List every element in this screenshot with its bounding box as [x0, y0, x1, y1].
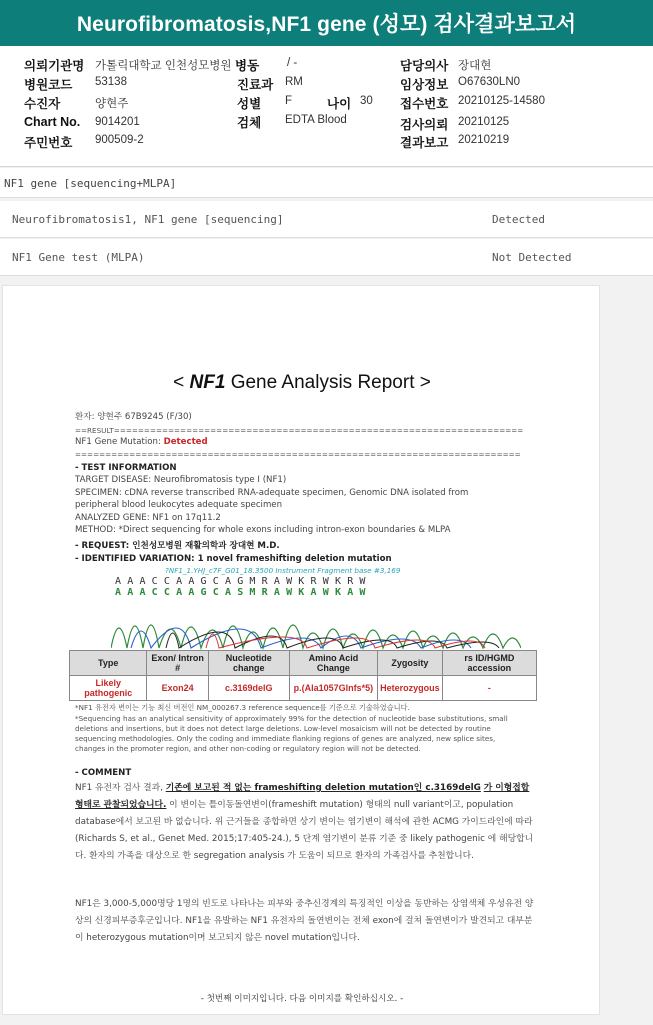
clinical-value: O67630LN0 [458, 76, 521, 88]
dept-value: RM [285, 76, 303, 88]
rule-line: ========================================================================== [75, 450, 521, 459]
method-note: deletions and insertions, but it does not detect large deletions. Low-level mosaicism will not be detected by routine [75, 724, 491, 733]
method-note: sequencing methodologies. Only the coding and immediate flanking regions of genes are analyzed, new splice sites, [75, 734, 496, 743]
result-row[interactable] [0, 239, 653, 276]
result-value: Detected [492, 213, 545, 226]
request-value: 20210125 [458, 116, 510, 128]
report-title-bar [0, 0, 653, 46]
ward-label: 병동 [235, 59, 260, 73]
receipt-value: 20210125-14580 [458, 95, 545, 107]
report-gene-name: NF1 [189, 372, 226, 393]
column-header: Type [70, 651, 147, 676]
result-value: Not Detected [492, 251, 572, 264]
test-section-header [0, 168, 653, 198]
variant-table-row [70, 676, 537, 701]
column-header: Zygosity [378, 651, 443, 676]
target-disease: TARGET DISEASE: Neurofibromatosis type I (NF1) [75, 475, 287, 485]
report-heading: < NF1 Gene Analysis Report > [173, 372, 431, 393]
variant-nucleotide: c.3169delG [208, 676, 289, 701]
chromatogram-caption: ?NF1_1.YHJ_c7F_G01_18.3500 Instrument Fragment base #3,169 [165, 566, 401, 575]
column-header: rs ID/HGMD accession [442, 651, 536, 676]
column-header: Exon/ Intron # [147, 651, 208, 676]
patient-value: 양현주 [95, 98, 129, 110]
sequence-bottom: AAACCAAGCASMRAWKAWKAW [115, 587, 372, 598]
receipt-label: 접수번호 [400, 97, 449, 111]
variant-table-header [70, 651, 537, 676]
age-value: 30 [360, 95, 373, 107]
chromatogram-trace [111, 598, 521, 650]
code-value: 53138 [95, 76, 127, 88]
result-row[interactable] [0, 201, 653, 238]
comment-highlight: 기존에 보고된 적 없는 frameshifting deletion mutation인 c.3169delG [165, 783, 481, 793]
method-line: METHOD: *Direct sequencing for whole exons including intron-exon boundaries & MLPA [75, 525, 451, 535]
dept-label: 진료과 [237, 78, 274, 92]
sex-label: 성별 [237, 97, 262, 111]
id-label: 주민번호 [24, 136, 73, 150]
mutation-status: Detected [163, 437, 208, 447]
report-footer: - 첫번째 이미지입니다. 다음 이미지를 확인하십시오. - [200, 994, 404, 1004]
chart-label: Chart No. [24, 115, 81, 129]
specimen-label: 검체 [237, 116, 262, 130]
comment-highlight: 가 이형접합 형태로 관찰되었습니다. [75, 783, 530, 810]
variant-amino-acid: p.(Ala1057Glnfs*5) [289, 676, 377, 701]
result-name: NF1 Gene test (MLPA) [12, 251, 145, 264]
code-label: 병원코드 [24, 78, 73, 92]
hospital-label: 의뢰기관명 [24, 59, 85, 73]
result-rule: ==RESULT==================================================================== [75, 426, 524, 435]
patient-line: 환자: 양현주 67B9245 (F/30) [75, 412, 192, 422]
mutation-line: NF1 Gene Mutation: Detected [75, 437, 208, 447]
specimen-line: SPECIMEN: cDNA reverse transcribed RNA-adequate specimen, Genomic DNA isolated from [75, 488, 469, 498]
sequence-top: AAACCAAGCAGMRAWKRWKRW [115, 576, 372, 587]
reference-note: *NF1 유전자 변이는 기능 최신 버전인 NM_000267.3 reference sequence를 기준으로 기술하였습니다. [75, 703, 410, 712]
test-info-heading: - TEST INFORMATION [75, 463, 177, 473]
request-label: 검사의뢰 [400, 118, 449, 132]
chart-value: 9014201 [95, 116, 140, 128]
sex-value: F [285, 95, 293, 107]
report-date-value: 20210219 [458, 134, 510, 146]
report-date-label: 결과보고 [400, 136, 449, 150]
variant-exon: Exon24 [147, 676, 208, 701]
test-section-title: NF1 gene [sequencing+MLPA] [4, 177, 177, 190]
comment-paragraph: NF1 유전자 검사 결과, 기존에 보고된 적 없는 frameshifting deletion mutation인 c.3169delG 가 이형접합 형태로 관찰되었습니다. 이 변이는 틀이동돌연변이(frameshift mutation) 형태의 null variant이고, population database에서 보고된 바 없습니다. 위 근거들을 종합하면 상기 변이는 염기변이 해석에 관한 ACMG 가이드라인에 따라 (Richards S, et al., Genet Med. 2015;17:405-24.), 5 단계 염기변이 분류 기준 중 likely pathogenic 에 해당합니다. 환자의 가족을 대상으로 한 segregation analysis 가 도움이 되므로 환자의 가족검사를 추천합니다. [75, 783, 534, 861]
hospital-value: 가톨릭대학교 인천성모병원 [95, 60, 232, 72]
variation-heading: - IDENTIFIED VARIATION: 1 novel frameshifting deletion mutation [75, 554, 392, 564]
doctor-value: 장대현 [458, 60, 492, 72]
column-header: Nucleotide change [208, 651, 289, 676]
patient-info-panel [0, 46, 653, 167]
age-label: 나이 [327, 97, 352, 111]
doctor-label: 담당의사 [400, 59, 449, 73]
column-header: Amino Acid Change [289, 651, 377, 676]
variant-table [69, 650, 537, 701]
specimen-line: peripheral blood leukocytes adequate specimen [75, 500, 283, 510]
variant-zygosity: Heterozygous [378, 676, 443, 701]
comment-paragraph: NF1은 3,000-5,000명당 1명의 빈도로 나타나는 피부와 중추신경계의 특징적인 이상을 동반하는 상염색체 우성유전 양상의 신경피부증후군입니다. NF1을 유발하는 NF1 유전자의 돌연변이는 전체 exon에 걸쳐 돌연변이가 발견되고 대부분이 heterozygous mutation이며 보고되지 않은 novel mutation입니다. [75, 899, 534, 943]
id-value: 900509-2 [95, 134, 144, 146]
variant-accession: - [442, 676, 536, 701]
page-title: Neurofibromatosis,NF1 gene (성모) 검사결과보고서 [76, 13, 577, 36]
specimen-value: EDTA Blood [285, 114, 347, 126]
comment-heading: - COMMENT [75, 768, 132, 778]
method-note: changes in the promoter region, and other non-coding or regulatory region will not be detected. [75, 744, 421, 753]
patient-label: 수진자 [24, 97, 61, 111]
variant-type: Likely pathogenic [70, 676, 147, 701]
analyzed-gene: ANALYZED GENE: NF1 on 17q11.2 [75, 513, 221, 523]
clinical-label: 임상정보 [400, 78, 449, 92]
result-name: Neurofibromatosis1, NF1 gene [sequencing] [12, 213, 284, 226]
method-note: *Sequencing has an analytical sensitivity of approximately 99% for the detection of nucleotide base substitutions, small [75, 714, 508, 723]
ward-value: / - [287, 57, 298, 69]
request-line: - REQUEST: 인천성모병원 재활의학과 장대현 M.D. [75, 541, 280, 551]
report-image [2, 285, 600, 1015]
